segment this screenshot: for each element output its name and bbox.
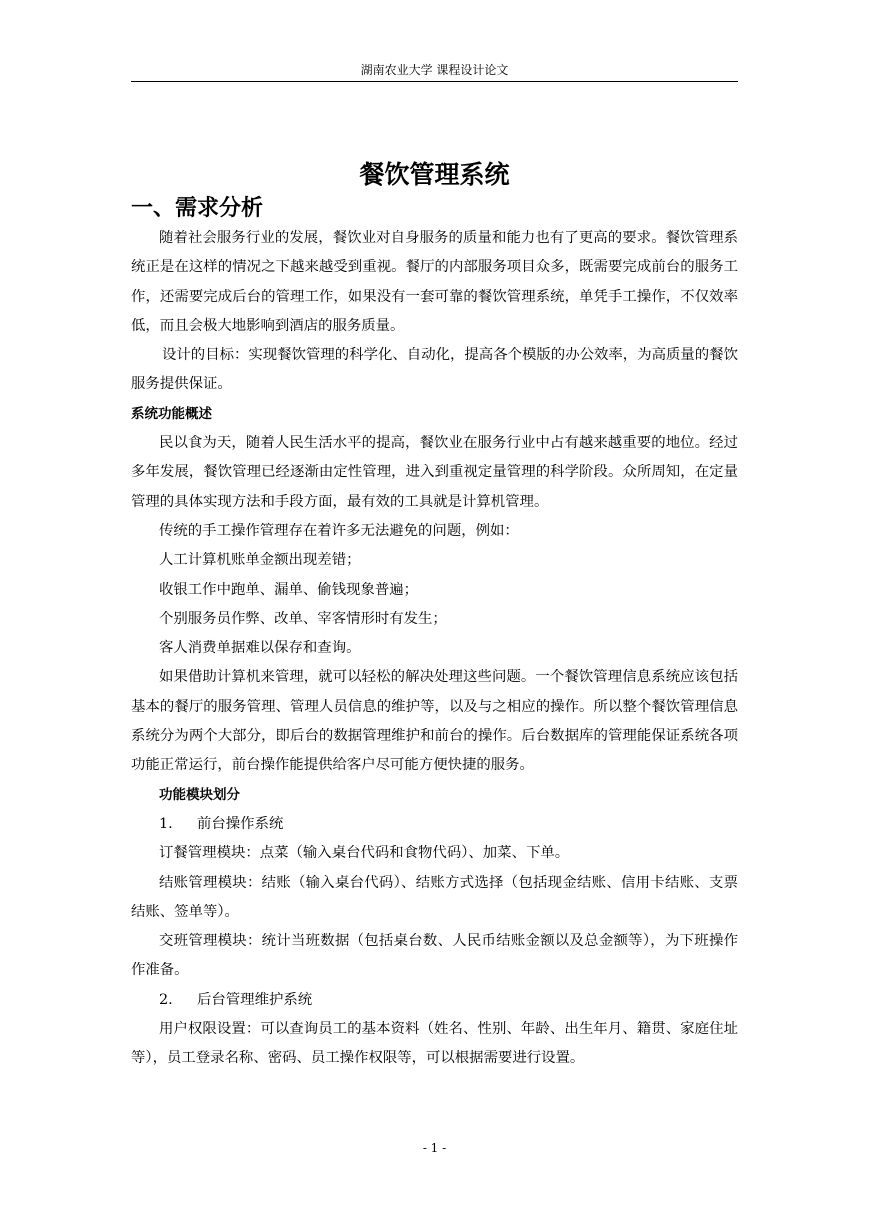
requirements-paragraph: 随着社会服务行业的发展，餐饮业对自身服务的质量和能力也有了更高的要求。餐饮管理系统正是在这样的情况之下越来越受到重视。餐厅的内部服务项目众多，既需要完成前台的服务工作，还需要完成后台的管理工作，如果没有一套可靠的餐饮管理系统，单凭手工操作，不仅效率低，而且会极大地影响到酒店的服务质量。 xyxy=(131,230,738,334)
problem-item: 收银工作中跑单、漏单、偷钱现象普遍； xyxy=(159,581,419,598)
header-rule xyxy=(131,81,738,82)
page-number: - 1 - xyxy=(422,1141,447,1155)
module-back-heading xyxy=(131,986,738,1015)
module-front-title: 前台操作系统 xyxy=(197,815,284,832)
solution-paragraph: 如果借助计算机来管理，就可以轻松的解决处理这些问题。一个餐饮管理信息系统应该包括基本的餐厅的服务管理、管理人员信息的维护等，以及与之相应的操作。所以整个餐饮管理信息系统分为两个大部分，即后台的数据管理维护和前台的操作。后台数据库的管理能保证系统各项功能正常运行，前台操作能提供给客户尽可能方便快捷的服务。 xyxy=(131,669,738,774)
module-back-title: 后台管理维护系统 xyxy=(197,991,313,1008)
module-back-number: 2. xyxy=(159,991,173,1008)
subheading-module-division: 功能模块划分 xyxy=(159,786,240,803)
module-item: 用户权限设置：可以查询员工的基本资料（姓名、性别、年龄、出生年月、籍贯、家庭住址等），员工登录名称、密码、员工操作权限等，可以根据需要进行设置。 xyxy=(131,1021,738,1067)
problem-item: 客人消费单据难以保存和查询。 xyxy=(159,640,361,657)
subheading-system-overview: 系统功能概述 xyxy=(131,405,212,422)
problem-item: 个别服务员作弊、改单、宰客情形时有发生； xyxy=(159,610,447,627)
document-body xyxy=(131,160,738,1074)
running-header: 湖南农业大学 课程设计论文 xyxy=(360,63,509,77)
module-front-heading xyxy=(131,810,738,839)
overview-paragraph: 民以食为天，随着人民生活水平的提高，餐饮业在服务行业中占有越来越重要的地位。经过多年发展，餐饮管理已经逐渐由定性管理，进入到重视定量管理的科学阶段。众所周知，在定量管理的具体实现方法和手段方面，最有效的工具就是计算机管理。 xyxy=(131,435,738,510)
module-front-number: 1. xyxy=(159,815,173,832)
module-item: 交班管理模块：统计当班数据（包括桌台数、人民币结账金额以及总金额等），为下班操作作准备。 xyxy=(131,933,738,979)
design-goal-paragraph: 设计的目标：实现餐饮管理的科学化、自动化，提高各个模版的办公效率，为高质量的餐饮服务提供保证。 xyxy=(131,347,738,393)
module-item: 结账管理模块：结账（输入桌台代码）、结账方式选择（包括现金结账、信用卡结账、支票结账、签单等）。 xyxy=(131,874,738,920)
problem-item: 人工计算机账单金额出现差错； xyxy=(159,552,361,569)
module-item: 订餐管理模块：点菜（输入桌台代码和食物代码）、加菜、下单。 xyxy=(159,845,570,862)
section-heading-requirements: 一、需求分析 xyxy=(131,195,264,221)
problems-intro: 传统的手工操作管理存在着许多无法避免的问题，例如： xyxy=(159,522,519,539)
document-title: 餐饮管理系统 xyxy=(359,160,510,189)
